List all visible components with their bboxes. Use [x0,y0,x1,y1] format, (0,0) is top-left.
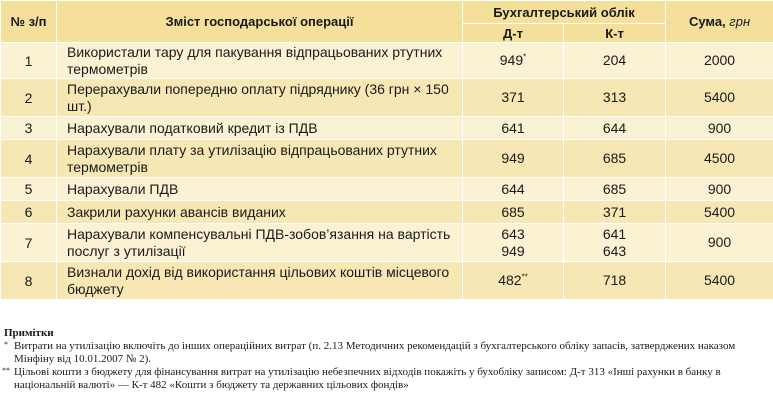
notes-title: Примітки [4,327,54,339]
header-number: № з/п [1,1,57,43]
row-sum: 900 [666,117,773,140]
footnote [4,340,769,366]
row-sum: 900 [666,178,773,201]
row-number: 1 [1,43,57,79]
debit-value: 949 [499,52,524,68]
row-credit: 204 [564,43,666,79]
row-description: Нарахували компенсувальні ПДВ-зобов’язання на вартість послуг з утилізації [57,224,463,262]
row-credit: 685 [564,140,666,178]
row-number: 7 [1,224,57,262]
row-sum: 5400 [666,79,773,117]
row-debit [463,43,564,79]
row-sum: 2000 [666,43,773,79]
row-description: Нарахували плату за утилізацію відпрацьованих ртутних термометрів [57,140,463,178]
row-sum: 5400 [666,201,773,224]
table-row [1,224,773,262]
row-credit [564,224,666,262]
footnote-mark: ** [2,366,10,375]
row-credit: 313 [564,79,666,117]
row-number: 2 [1,79,57,117]
header-sum [666,1,773,43]
row-description: Визнали дохід від використання цільових коштів місцевого бюджету [57,262,463,300]
table-row [1,262,773,300]
debit-value: 949 [501,242,525,259]
debit-value: 482 [498,272,522,288]
row-sum: 4500 [666,140,773,178]
header-credit: К-т [564,24,666,43]
row-description: Нарахували ПДВ [57,178,463,201]
row-debit: 685 [463,201,564,224]
table-row [1,178,773,201]
row-number: 6 [1,201,57,224]
row-debit [463,224,564,262]
row-credit: 371 [564,201,666,224]
notes-section [4,327,769,392]
row-debit: 644 [463,178,564,201]
row-sum: 900 [666,224,773,262]
table-row [1,140,773,178]
row-number: 3 [1,117,57,140]
header-accounting: Бухгалтерський облік [463,1,666,24]
table-row [1,43,773,79]
table-row [1,79,773,117]
table-row [1,117,773,140]
row-description: Перерахували попередню оплату підряднику (36 грн × 150 шт.) [57,79,463,117]
footnote-mark: * [523,52,527,62]
row-sum: 5400 [666,262,773,300]
table-header [1,1,773,43]
row-number: 8 [1,262,57,300]
credit-value: 643 [602,242,627,259]
footnote-mark: * [4,340,8,349]
credit-value: 641 [602,225,627,242]
row-number: 5 [1,178,57,201]
row-debit: 641 [463,117,564,140]
row-credit: 718 [564,262,666,300]
footnote-mark: ** [521,272,528,282]
row-description: Використали тару для пакування відпрацьованих ртутних термометрів [57,43,463,79]
row-description: Нарахували податковий кредит із ПДВ [57,117,463,140]
debit-value: 643 [501,225,525,242]
table-row [1,201,773,224]
row-credit: 644 [564,117,666,140]
footnote [4,366,769,392]
footnote-text: Витрати на утилізацію включіть до інших операційних витрат (п. 2.13 Методичних рекомендацій з бухгалтерського обліку запасів, затверджених наказом Мінфіну від 10.01.2007 № 2). [14,340,736,365]
row-debit: 371 [463,79,564,117]
footnote-text: Цільові кошти з бюджету для фінансування витрат на утилізацію небезпечних відходів покажіть у бухоблiку записом: Д-т 313 «Інші рахунки в банку в національній валюті» — К-т 482 «Кошти з бюджету та державних цільових фондів» [14,366,721,391]
header-content: Зміст господарської операції [57,1,463,43]
row-debit [463,262,564,300]
header-sum-unit: грн [729,14,751,29]
row-credit: 685 [564,178,666,201]
row-debit: 949 [463,140,564,178]
header-sum-label: Сума, [688,14,726,29]
row-description: Закрили рахунки авансів виданих [57,201,463,224]
row-number: 4 [1,140,57,178]
header-debit: Д-т [463,24,564,43]
